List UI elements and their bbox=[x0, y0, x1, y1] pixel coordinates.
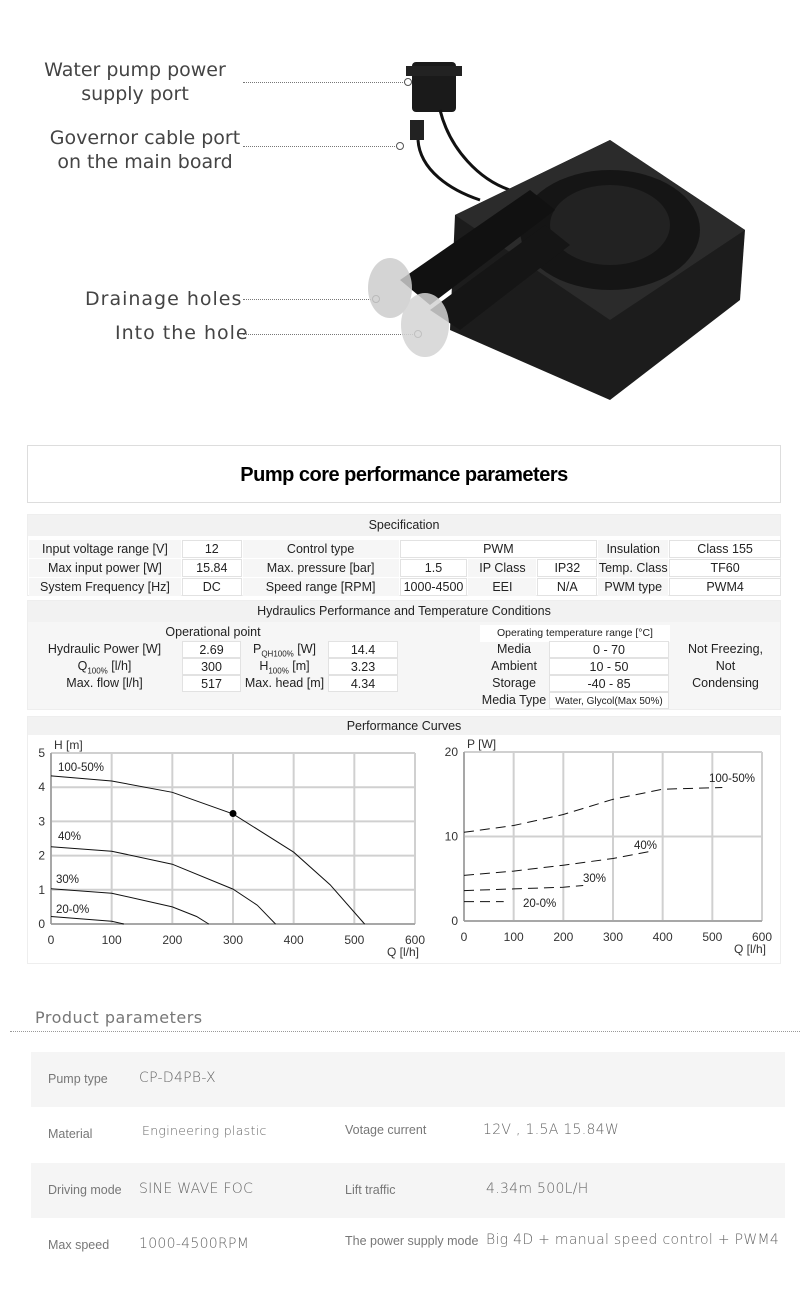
temp-value: 10 - 50 bbox=[549, 658, 669, 675]
specification-table bbox=[27, 514, 781, 596]
y-tick-label: 2 bbox=[38, 848, 45, 863]
op-label: Max. flow [l/h] bbox=[66, 676, 143, 690]
op-label-sub: QH100% bbox=[261, 649, 294, 658]
label-governor-port bbox=[40, 126, 250, 174]
spec-value: TF60 bbox=[669, 559, 781, 577]
x-tick-label: 400 bbox=[283, 933, 304, 947]
spec-value: IP32 bbox=[537, 559, 597, 577]
x-tick-label: 0 bbox=[460, 930, 468, 944]
table-row bbox=[29, 559, 781, 577]
series-label: 30% bbox=[56, 874, 80, 886]
series-label: 100-50% bbox=[58, 762, 105, 774]
label-line: Governor cable port bbox=[49, 127, 241, 149]
x-tick-label: 100 bbox=[503, 930, 524, 944]
hydraulics-title: Hydraulics Performance and Temperature Conditions bbox=[28, 601, 780, 622]
x-tick-label: 500 bbox=[344, 933, 365, 947]
series-line-100-50% bbox=[464, 788, 722, 833]
series-label: 100-50% bbox=[709, 773, 756, 785]
temp-label: Storage bbox=[492, 676, 536, 690]
series-line-30% bbox=[464, 886, 583, 891]
op-label bbox=[242, 658, 327, 675]
spec-value: N/A bbox=[537, 578, 597, 596]
op-label-unit: [l/h] bbox=[107, 659, 132, 673]
series-line-40% bbox=[464, 851, 653, 876]
x-tick-label: 300 bbox=[222, 933, 244, 947]
spec-label: Input voltage range [V] bbox=[29, 540, 181, 558]
param-row bbox=[31, 1163, 785, 1218]
op-value: 300 bbox=[182, 658, 241, 675]
temp-value: 0 - 70 bbox=[549, 641, 669, 658]
x-tick-label: 0 bbox=[47, 933, 55, 947]
param-value: 12V , 1.5A 15.84W bbox=[483, 1122, 620, 1138]
spec-label: Temp. Class bbox=[598, 561, 668, 575]
temp-note: Condensing bbox=[692, 676, 759, 690]
spec-value: 1000-4500 bbox=[400, 578, 468, 596]
param-value: Engineering plastic bbox=[142, 1123, 267, 1138]
x-axis-label: Q [l/h] bbox=[386, 945, 419, 959]
temp-label: Media bbox=[496, 642, 532, 656]
spec-label: Control type bbox=[243, 540, 399, 558]
op-label: Max. head [m] bbox=[244, 676, 325, 690]
table-row bbox=[29, 578, 781, 596]
x-tick-label: 400 bbox=[652, 930, 673, 944]
product-parameters-title: Product parameters bbox=[35, 1008, 203, 1027]
op-label-unit: [m] bbox=[288, 659, 310, 673]
spec-value: PWM4 bbox=[669, 578, 781, 596]
spec-value: DC bbox=[182, 578, 242, 596]
series-label: 40% bbox=[634, 840, 658, 852]
y-tick-label: 0 bbox=[38, 917, 45, 931]
temp-value: Water, Glycol(Max 50%) bbox=[549, 692, 669, 709]
y-tick-label: 0 bbox=[451, 914, 458, 928]
spec-label: EEI bbox=[468, 578, 536, 596]
spec-label: PWM type bbox=[598, 578, 668, 596]
param-key: Votage current bbox=[345, 1123, 427, 1137]
leader-line bbox=[243, 299, 373, 300]
table-row bbox=[29, 540, 781, 558]
x-axis-label: Q [l/h] bbox=[733, 942, 766, 956]
y-axis-label: H [m] bbox=[54, 738, 83, 752]
spec-label: Max. pressure [bar] bbox=[243, 559, 399, 577]
series-label: 20-0% bbox=[523, 898, 557, 910]
spec-grid bbox=[28, 539, 782, 597]
spec-label: Insulation bbox=[598, 540, 668, 558]
performance-charts bbox=[0, 716, 808, 966]
series-line-20-0% bbox=[51, 917, 124, 925]
op-value: 14.4 bbox=[328, 641, 398, 658]
spec-label: Max input power [W] bbox=[29, 559, 181, 577]
param-value: SINE WAVE FOC bbox=[139, 1181, 254, 1197]
op-label bbox=[28, 658, 181, 675]
x-tick-label: 100 bbox=[101, 933, 122, 947]
x-tick-label: 200 bbox=[553, 930, 574, 944]
label-line: on the main board bbox=[57, 151, 233, 173]
temp-note: Not Freezing, bbox=[687, 642, 764, 656]
series-label: 20-0% bbox=[56, 904, 90, 916]
op-value: 3.23 bbox=[328, 658, 398, 675]
param-row bbox=[31, 1107, 785, 1162]
param-row bbox=[31, 1218, 785, 1273]
label-line: supply port bbox=[81, 83, 189, 105]
param-key: Material bbox=[48, 1127, 93, 1141]
op-label-main: P bbox=[252, 642, 262, 656]
specification-title: Specification bbox=[28, 515, 780, 536]
y-tick-label: 3 bbox=[38, 814, 45, 829]
divider bbox=[10, 1031, 800, 1032]
temp-title: Operating temperature range [°C] bbox=[480, 625, 670, 642]
label-power-port bbox=[30, 58, 240, 106]
temp-label: Ambient bbox=[491, 659, 537, 673]
temp-label: Media Type bbox=[481, 693, 547, 707]
hydraulics-table bbox=[27, 600, 781, 710]
curves-title: Performance Curves bbox=[28, 717, 780, 735]
label-into-hole: Into the hole bbox=[115, 322, 249, 344]
op-label-main: Q bbox=[77, 659, 88, 673]
label-drainage: Drainage holes bbox=[85, 288, 243, 310]
param-key: Lift traffic bbox=[345, 1183, 396, 1197]
param-value: 4.34m 500L/H bbox=[486, 1181, 589, 1197]
x-tick-label: 500 bbox=[702, 930, 723, 944]
op-value: 517 bbox=[182, 675, 241, 692]
label-line: Water pump power bbox=[44, 59, 226, 81]
op-label-main: H bbox=[259, 659, 269, 673]
y-axis-label: P [W] bbox=[467, 737, 497, 751]
spec-value: Class 155 bbox=[669, 540, 781, 558]
spec-value: 15.84 bbox=[182, 559, 242, 577]
param-row bbox=[31, 1052, 785, 1107]
y-tick-label: 10 bbox=[444, 829, 458, 844]
y-tick-label: 20 bbox=[444, 745, 458, 759]
y-tick-label: 4 bbox=[38, 780, 45, 795]
operational-point-title: Operational point bbox=[165, 625, 261, 639]
op-value: 4.34 bbox=[328, 675, 398, 692]
param-value: 1000-4500RPM bbox=[139, 1236, 250, 1252]
spec-label: Speed range [RPM] bbox=[243, 578, 399, 596]
y-tick-label: 1 bbox=[38, 882, 45, 897]
x-tick-label: 200 bbox=[162, 933, 183, 947]
spec-value: PWM bbox=[400, 540, 598, 558]
param-key: Driving mode bbox=[48, 1183, 122, 1197]
x-tick-label: 300 bbox=[602, 930, 624, 944]
y-tick-label: 5 bbox=[38, 746, 45, 760]
param-key: Pump type bbox=[48, 1072, 108, 1086]
x-tick-label: 600 bbox=[751, 930, 773, 944]
spec-value: 1.5 bbox=[400, 559, 468, 577]
op-label-sub: 100% bbox=[268, 666, 289, 675]
op-label-unit: [W] bbox=[293, 642, 317, 656]
op-label: Hydraulic Power [W] bbox=[47, 642, 162, 656]
x-tick-label: 600 bbox=[404, 933, 426, 947]
series-label: 40% bbox=[58, 831, 82, 843]
spec-value: 12 bbox=[182, 540, 242, 558]
param-key: Max speed bbox=[48, 1238, 110, 1252]
param-value: Big 4D + manual speed control + PWM4 bbox=[486, 1232, 780, 1248]
operating-point bbox=[230, 810, 237, 817]
spec-label: IP Class bbox=[468, 559, 536, 577]
op-value: 2.69 bbox=[182, 641, 241, 658]
op-label-sub: 100% bbox=[87, 666, 108, 675]
series-label: 30% bbox=[583, 873, 607, 885]
temp-value: -40 - 85 bbox=[549, 675, 669, 692]
op-label bbox=[242, 641, 327, 658]
spec-label: System Frequency [Hz] bbox=[29, 578, 181, 596]
param-key: The power supply mode bbox=[345, 1234, 479, 1248]
pump-image bbox=[360, 40, 760, 410]
section-title-box bbox=[27, 445, 781, 503]
section-title: Pump core performance parameters bbox=[240, 464, 568, 486]
param-value: CP-D4PB-X bbox=[139, 1070, 216, 1086]
temp-note: Not bbox=[715, 659, 736, 673]
